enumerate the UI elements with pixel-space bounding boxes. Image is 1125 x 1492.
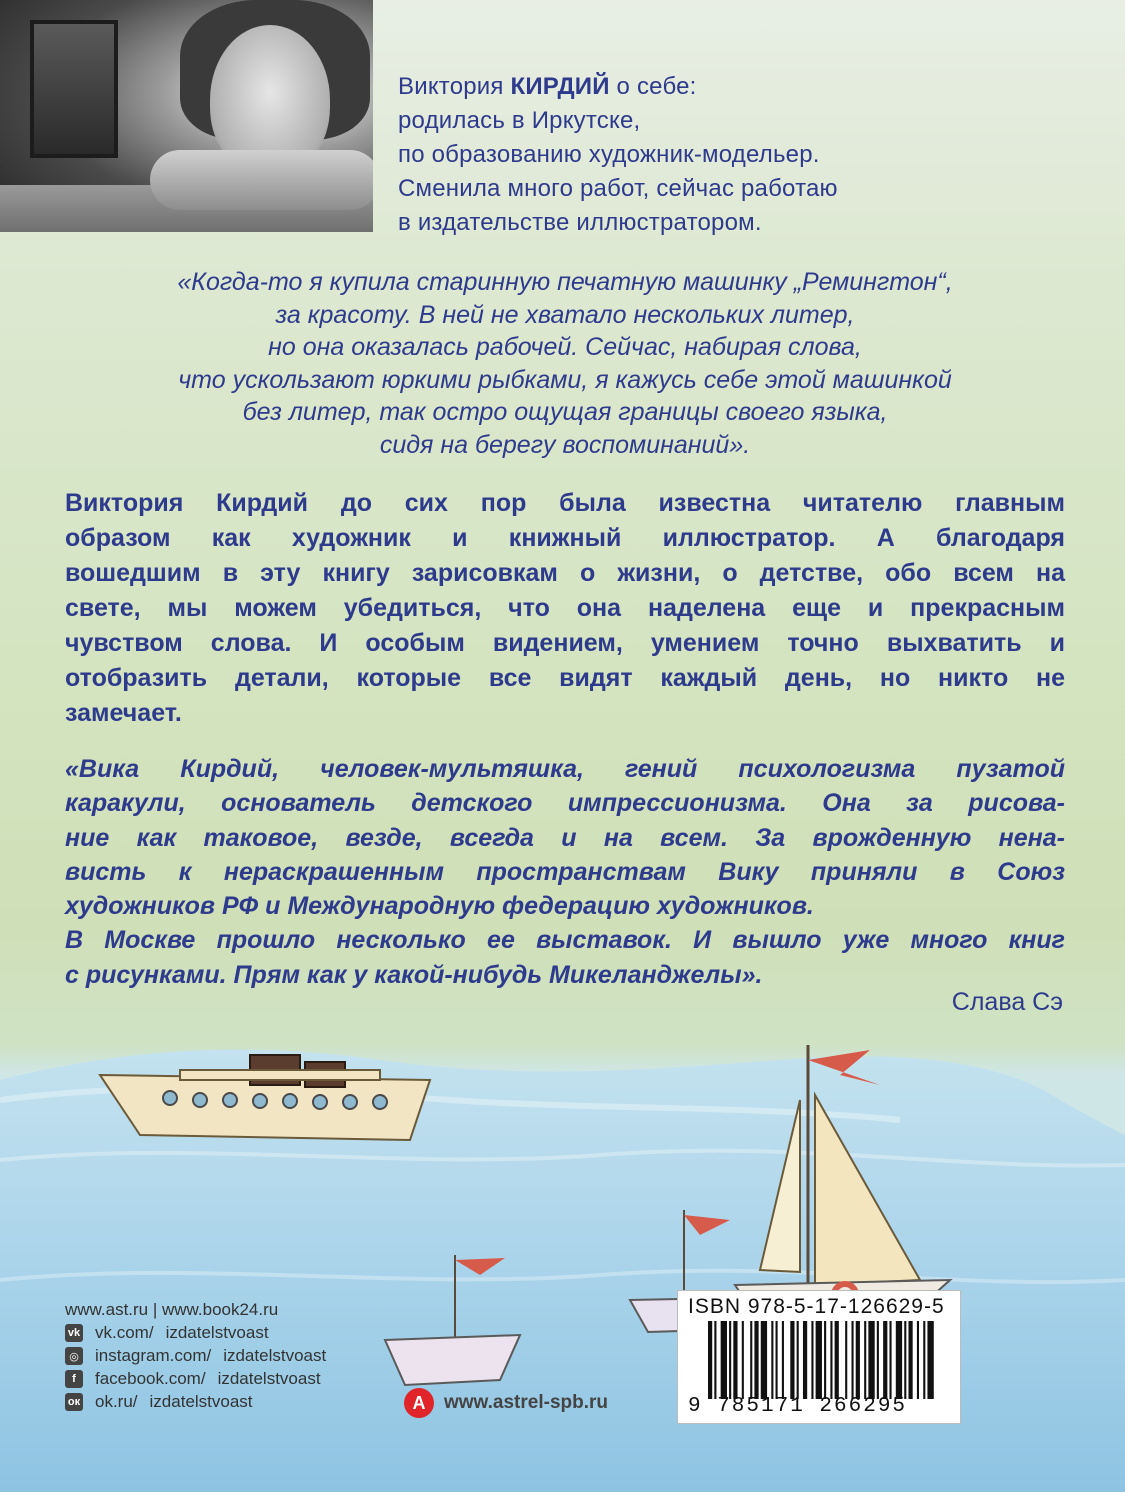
- description-line: отобразить детали, которые все видят каждый день, но никто не: [65, 664, 1065, 692]
- social-domain: ok.ru/: [95, 1392, 138, 1411]
- author-about: [398, 70, 1098, 240]
- quote-line: но она оказалась рабочей. Сейчас, набирая слова,: [268, 333, 862, 361]
- review-line: с рисунками. Прям как у какой-нибудь Микеланджелы».: [65, 960, 763, 989]
- review-line: каракули, основатель детского импрессионизма. Она за рисова-: [65, 789, 1065, 818]
- vk-icon: vk: [65, 1324, 83, 1342]
- social-handle: izdatelstvoast: [165, 1323, 269, 1342]
- about-line: в издательстве иллюстратором.: [398, 209, 762, 236]
- barcode-icon: [708, 1321, 938, 1399]
- social-handle: izdatelstvoast: [217, 1369, 321, 1388]
- publisher-site: www.astrel-spb.ru: [444, 1392, 608, 1413]
- review-line: В Москве прошло несколько ее выставок. И вышло уже много книг: [65, 926, 1065, 955]
- review-line: художников РФ и Международную федерацию художников.: [65, 892, 814, 921]
- isbn-number: ISBN 978-5-17-126629-5: [688, 1295, 945, 1318]
- review-line: висть к нераскрашенным пространствам Вику приняли в Союз: [65, 857, 1065, 886]
- ean-number: 9 785171 266295: [688, 1395, 908, 1418]
- social-link-vk[interactable]: [65, 1323, 425, 1343]
- review-line: ние как таковое, везде, всегда и на всем. За врожденную нена-: [65, 823, 1065, 852]
- social-domain: facebook.com/: [95, 1369, 206, 1388]
- review-author: Слава Сэ: [951, 988, 1063, 1016]
- review-line: «Вика Кирдий, человек-мультяшка, гений психологизма пузатой: [65, 755, 1065, 783]
- about-line: родилась в Иркутске,: [398, 107, 641, 134]
- about-line: Сменила много работ, сейчас работаю: [398, 175, 838, 202]
- publisher-link[interactable]: [404, 1388, 608, 1418]
- description-line: образом как художник и книжный иллюстратор. А благодаря: [65, 524, 1065, 552]
- isbn-barcode: [677, 1290, 961, 1424]
- review-quote: [65, 752, 1065, 992]
- publisher-websites[interactable]: www.ast.ru | www.book24.ru: [65, 1300, 279, 1319]
- social-link-ok[interactable]: [65, 1392, 425, 1412]
- social-domain: instagram.com/: [95, 1346, 212, 1365]
- sea-illustration: [0, 1040, 1125, 1492]
- about-heading: Виктория КИРДИЙ о себе:: [398, 73, 697, 100]
- publisher-logo-icon: A: [404, 1388, 434, 1418]
- description-line: Виктория Кирдий до сих пор была известна читателю главным: [65, 489, 1065, 517]
- quote-line: за красоту. В ней не хватало нескольких литер,: [275, 300, 855, 329]
- description-line: замечает.: [65, 699, 182, 727]
- facebook-icon: f: [65, 1370, 83, 1388]
- author-photo: [0, 0, 373, 232]
- ok-icon: ок: [65, 1393, 83, 1411]
- description-line: чувством слова. И особым видением, умением точно выхватить и: [65, 629, 1065, 657]
- author-quote: [40, 266, 1090, 461]
- social-domain: vk.com/: [95, 1323, 154, 1342]
- social-handle: izdatelstvoast: [149, 1392, 253, 1411]
- description-line: вошедшим в эту книгу зарисовкам о жизни, о детстве, обо всем на: [65, 559, 1065, 587]
- social-handle: izdatelstvoast: [223, 1346, 327, 1365]
- quote-line: сидя на берегу воспоминаний».: [379, 430, 751, 459]
- about-line: по образованию художник-модельер.: [398, 141, 820, 168]
- quote-line: что ускользают юркими рыбками, я кажусь себе этой машинкой: [178, 365, 952, 394]
- social-link-instagram[interactable]: [65, 1346, 425, 1366]
- description-line: свете, мы можем убедиться, что она наделена еще и прекрасным: [65, 594, 1065, 622]
- quote-line: без литер, так остро ощущая границы своего языка,: [242, 398, 888, 426]
- instagram-icon: ◎: [65, 1347, 83, 1365]
- book-description: [65, 486, 1065, 731]
- quote-line: «Когда-то я купила старинную печатную машинку „Ремингтон“,: [177, 268, 953, 296]
- social-link-facebook[interactable]: [65, 1369, 425, 1389]
